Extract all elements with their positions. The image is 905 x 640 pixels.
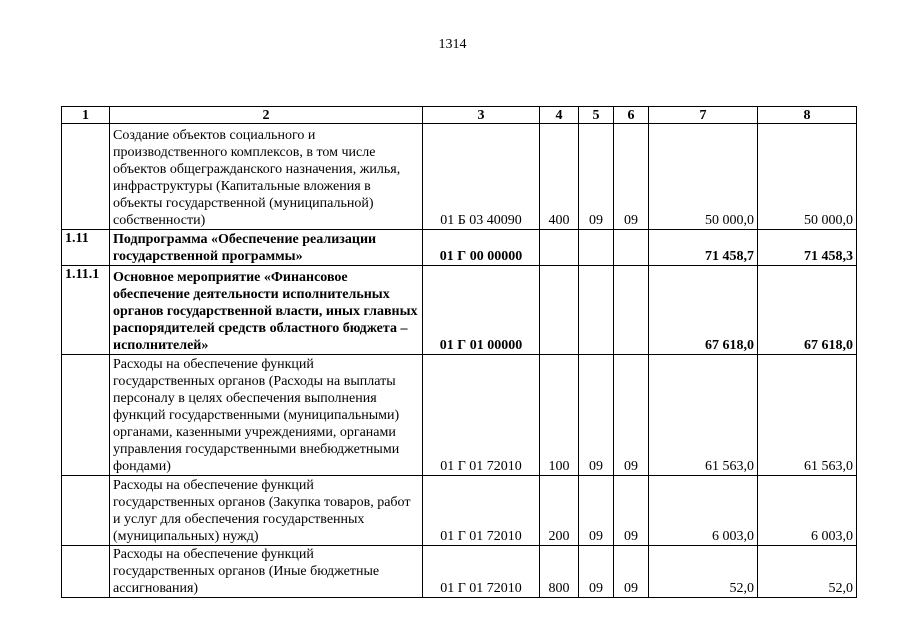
table-header-row <box>62 107 857 124</box>
row-number <box>62 355 110 476</box>
row-section: 09 <box>579 476 614 546</box>
row-description: Создание объектов социального и производственного комплексов, в том числе объектов общегражданского назначения, жилья, инфраструктуры (Капитальные вложения в объекты государственной (муниципальной) собственности) <box>110 124 423 230</box>
column-header: 5 <box>579 107 614 124</box>
row-target-code: 01 Г 01 00000 <box>423 266 540 355</box>
row-sum-col7: 61 563,0 <box>649 355 758 476</box>
row-description: Расходы на обеспечение функций государственных органов (Закупка товаров, работ и услуг для обеспечения государственных (муниципальных) нужд) <box>110 476 423 546</box>
row-subsection: 09 <box>614 355 649 476</box>
table-row-subprogram <box>62 230 857 266</box>
row-subsection: 09 <box>614 546 649 598</box>
column-header: 8 <box>758 107 857 124</box>
page-number: 1314 <box>438 37 467 52</box>
row-target-code: 01 Б 03 40090 <box>423 124 540 230</box>
column-header: 6 <box>614 107 649 124</box>
row-expense-type: 400 <box>540 124 579 230</box>
row-description: Основное мероприятие «Финансовое обеспечение деятельности исполнительных органов государственной власти, иных главных распорядителей средств областного бюджета – исполнителей» <box>110 266 423 355</box>
row-target-code: 01 Г 01 72010 <box>423 355 540 476</box>
row-sum-col8: 67 618,0 <box>758 266 857 355</box>
row-number: 1.11.1 <box>62 266 110 355</box>
row-subsection <box>614 230 649 266</box>
table-row <box>62 546 857 598</box>
row-sum-col7: 50 000,0 <box>649 124 758 230</box>
row-subsection: 09 <box>614 476 649 546</box>
row-sum-col8: 50 000,0 <box>758 124 857 230</box>
row-section <box>579 266 614 355</box>
row-section <box>579 230 614 266</box>
row-sum-col8: 52,0 <box>758 546 857 598</box>
row-sum-col7: 67 618,0 <box>649 266 758 355</box>
row-subsection <box>614 266 649 355</box>
row-description: Расходы на обеспечение функций государственных органов (Расходы на выплаты персоналу в целях обеспечения выполнения функций государственными (муниципальными) органами, казенными учреждениями, органами управления государственными внебюджетными фондами) <box>110 355 423 476</box>
row-number <box>62 476 110 546</box>
row-target-code: 01 Г 01 72010 <box>423 476 540 546</box>
row-sum-col8: 71 458,3 <box>758 230 857 266</box>
column-header: 1 <box>62 107 110 124</box>
table-row <box>62 124 857 230</box>
row-number: 1.11 <box>62 230 110 266</box>
column-header: 7 <box>649 107 758 124</box>
row-sum-col8: 6 003,0 <box>758 476 857 546</box>
row-expense-type: 800 <box>540 546 579 598</box>
row-subsection: 09 <box>614 124 649 230</box>
row-number <box>62 124 110 230</box>
row-sum-col7: 71 458,7 <box>649 230 758 266</box>
table-row <box>62 355 857 476</box>
column-header: 4 <box>540 107 579 124</box>
row-expense-type: 200 <box>540 476 579 546</box>
row-description: Подпрограмма «Обеспечение реализации государственной программы» <box>110 230 423 266</box>
row-sum-col8: 61 563,0 <box>758 355 857 476</box>
row-section: 09 <box>579 355 614 476</box>
row-number <box>62 546 110 598</box>
table-row-main-activity <box>62 266 857 355</box>
table-row <box>62 476 857 546</box>
row-section: 09 <box>579 124 614 230</box>
row-target-code: 01 Г 00 00000 <box>423 230 540 266</box>
row-target-code: 01 Г 01 72010 <box>423 546 540 598</box>
budget-table <box>61 106 857 598</box>
row-expense-type: 100 <box>540 355 579 476</box>
row-sum-col7: 6 003,0 <box>649 476 758 546</box>
row-section: 09 <box>579 546 614 598</box>
column-header: 2 <box>110 107 423 124</box>
row-sum-col7: 52,0 <box>649 546 758 598</box>
row-description: Расходы на обеспечение функций государственных органов (Иные бюджетные ассигнования) <box>110 546 423 598</box>
column-header: 3 <box>423 107 540 124</box>
row-expense-type <box>540 266 579 355</box>
row-expense-type <box>540 230 579 266</box>
